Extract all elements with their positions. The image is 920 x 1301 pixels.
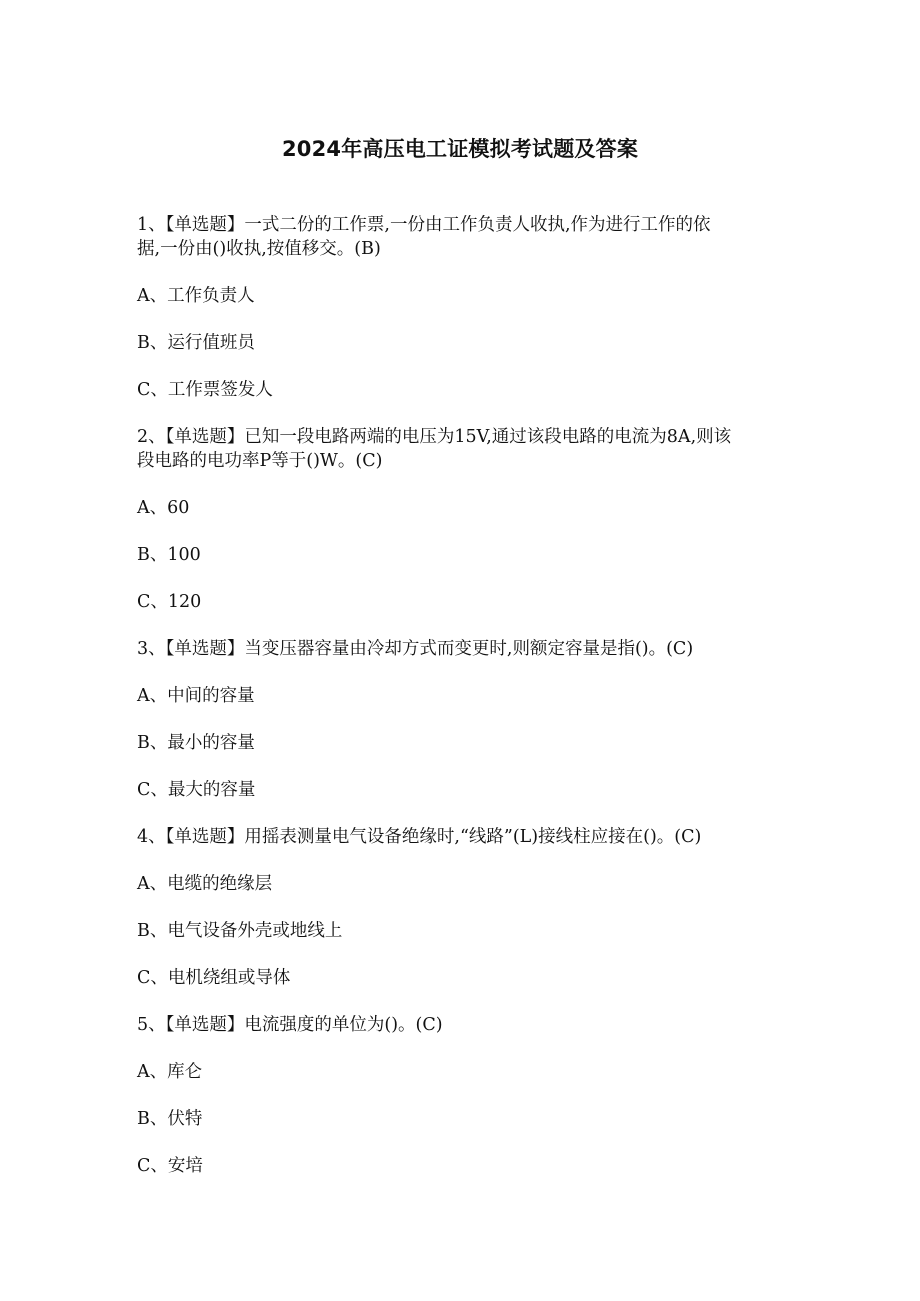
question-1-option-a: A、工作负责人 bbox=[137, 286, 255, 306]
question-2-option-c: C、120 bbox=[137, 592, 202, 612]
question-4-option-c: C、电机绕组或导体 bbox=[137, 968, 291, 988]
question-3-option-c: C、最大的容量 bbox=[137, 780, 256, 800]
question-3-option-b: B、最小的容量 bbox=[137, 733, 255, 753]
question-5-text: 5、【单选题】电流强度的单位为()。(C) bbox=[137, 1015, 443, 1035]
question-4-option-b: B、电气设备外壳或地线上 bbox=[137, 921, 343, 941]
document-title: 2024年高压电工证模拟考试题及答案 bbox=[281, 137, 639, 161]
question-1-option-c: C、工作票签发人 bbox=[137, 380, 273, 400]
question-5-option-b: B、伏特 bbox=[137, 1109, 203, 1129]
question-3-text: 3、【单选题】当变压器容量由冷却方式而变更时,则额定容量是指()。(C) bbox=[137, 639, 694, 659]
question-3-option-a: A、中间的容量 bbox=[137, 686, 255, 706]
question-4-text: 4、【单选题】用摇表测量电气设备绝缘时,“线路”(L)接线柱应接在()。(C) bbox=[137, 827, 702, 847]
question-2-text-line-2: 段电路的电功率P等于()W。(C) bbox=[137, 451, 383, 471]
question-1-option-b: B、运行值班员 bbox=[137, 333, 255, 353]
question-4-option-a: A、电缆的绝缘层 bbox=[137, 874, 273, 894]
question-2-text-line-1: 2、【单选题】已知一段电路两端的电压为15V,通过该段电路的电流为8A,则该 bbox=[137, 427, 732, 447]
question-1-text-line-1: 1、【单选题】一式二份的工作票,一份由工作负责人收执,作为进行工作的依 bbox=[137, 215, 711, 235]
question-5-option-c: C、安培 bbox=[137, 1156, 203, 1176]
question-2-option-b: B、100 bbox=[137, 545, 201, 565]
question-1-text-line-2: 据,一份由()收执,按值移交。(B) bbox=[137, 239, 381, 259]
question-5-option-a: A、库仑 bbox=[137, 1062, 203, 1082]
question-2-option-a: A、60 bbox=[137, 498, 190, 518]
